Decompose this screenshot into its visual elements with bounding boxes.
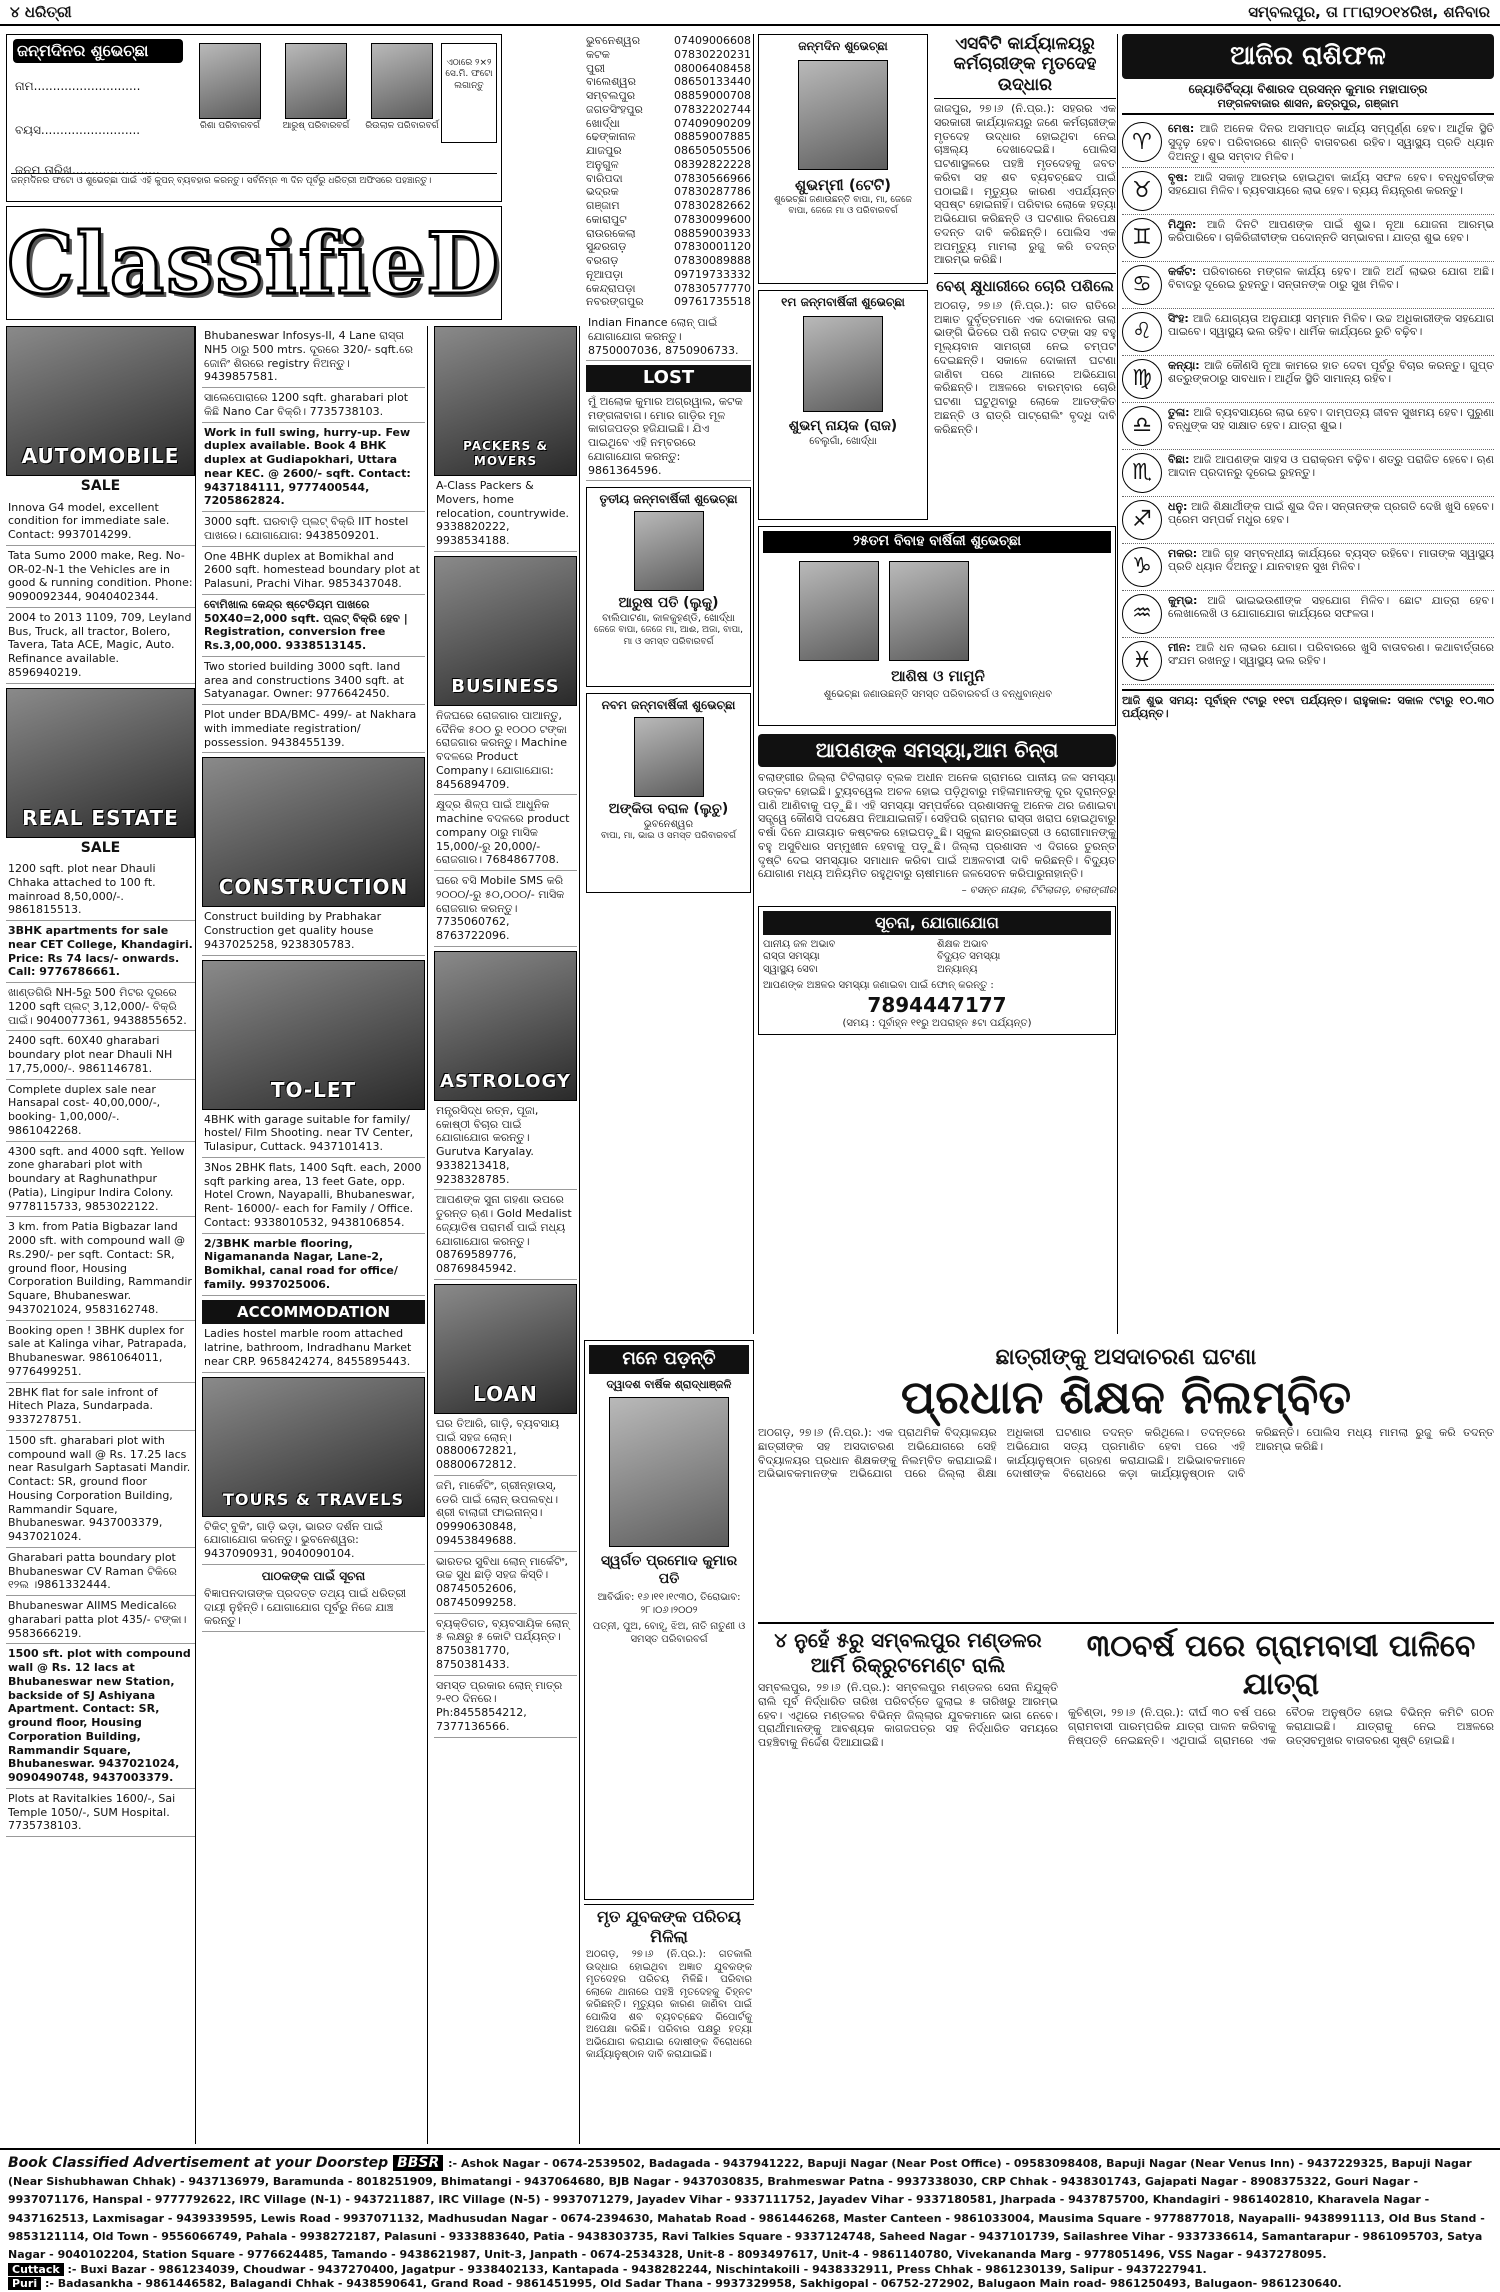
list-item: Two storied building 3000 sqft. land area and constructions 3400 sqft. at Satyanagar. Owner: 9776642450. <box>202 657 425 705</box>
news-dead-youth <box>584 1904 754 2144</box>
zodiac-text: ଆଜି ଧନ ଲାଭର ଯୋଗ। ପରିବାରରେ ଖୁସି ବାତାବରଣ। କଥାବାର୍ତ୍ତାରେ ସଂଯମ ରଖନ୍ତୁ। ସ୍ୱାସ୍ଥ୍ୟ ଭଲ ରହିବ। <box>1168 640 1494 668</box>
anniversary-wishers: ଶୁଭେଚ୍ଛା ଜଣାଉଛନ୍ତି ସମସ୍ତ ପରିବାରବର୍ଗ ଓ ବନ୍ଧୁବାନ୍ଧବ <box>823 689 1053 700</box>
portrait-photo <box>609 1397 729 1547</box>
list-item: 2BHK flat for sale infront of Hitech Plaza, Sundarpada. 9337278751. <box>6 1383 195 1431</box>
zodiac-row <box>1122 591 1494 638</box>
real-estate-banner <box>6 688 195 838</box>
horoscope-address: ମଙ୍ଗଳବାଜାର ଶାସନ, ଛତ୍ରପୁର, ଗଞ୍ଜାମ <box>1122 97 1494 116</box>
zodiac-text: ଆଜି ସକାଳୁ ଆରମ୍ଭ ହୋଇଥିବା କାର୍ଯ୍ୟ ସଫଳ ହେବ। ବନ୍ଧୁବର୍ଗଙ୍କ ସହଯୋଗ ମିଳିବ। ବ୍ୟବସାୟରେ ଲାଭ ହେବ। ବ୍ୟୟ ନିୟନ୍ତ୍ରଣ କରନ୍ତୁ। <box>1168 170 1494 198</box>
zodiac-name: କୁମ୍ଭ: <box>1168 593 1198 607</box>
news-bottom-2-body: ସମ୍ବଲପୁର, ୨୭।୬ (ନି.ପ୍ର.): ସମ୍ବଲପୁର ମଣ୍ଡଳର ସେନା ନିଯୁକ୍ତି ରାଲି ପୂର୍ବ ନିର୍ଦ୍ଧାରିତ ତାରିଖ ପରିବର୍ତ୍ତେ ଜୁଲାଇ ୫ ତାରିଖରୁ ଆରମ୍ଭ ହେବ। ଏଥିରେ ମଣ୍ଡଳର ବିଭିନ୍ନ ଜିଲ୍ଲାର ଯୁବକମାନେ ଭାଗ ନେବେ। ପ୍ରାର୍ଥୀମାନଙ୍କୁ ଆବଶ୍ୟକ କାଗଜପତ୍ର ସହ ନିର୍ଦ୍ଧାରିତ ସମୟରେ ପହଞ୍ଚିବାକୁ ନିର୍ଦ୍ଦେଶ ଦିଆଯାଇଛି। <box>758 1681 1058 1750</box>
astrology-label: ASTROLOGY <box>440 1071 571 1093</box>
list-item: 4BHK with garage suitable for family/ hostel/ Film Shooting. near TV Center, Tulasipur, Cuttack. 9437101413. <box>202 1110 425 1158</box>
phone-row: ଜଗତସିଂହପୁର 07832202744 <box>586 102 751 116</box>
list-item: Plot under BDA/BMC- 499/- at Nakhara with immediate registration/ possession. 9438455139. <box>202 705 425 753</box>
obituary-subtitle: ଦ୍ୱାଦଶ ବାର୍ଷିକ ଶ୍ରାଦ୍ଧାଞ୍ଜଳି <box>606 1377 732 1391</box>
birthday-card-1-title: ତୃତୀୟ ଜନ୍ମବାର୍ଷିକୀ ଶୁଭେଚ୍ଛା <box>599 492 738 507</box>
anniversary-card <box>758 526 1116 726</box>
list-item: ଆପଣଙ୍କ ସୁନା ଗହଣା ଉପରେ ତୁରନ୍ତ ଋଣ। Gold Medalist ଜ୍ୟୋତିଷ ପରାମର୍ଶ ପାଇଁ ମଧ୍ୟ ଯୋଗାଯୋଗ କରନ୍ତୁ। 08769589776, 08769845942. <box>434 1190 577 1280</box>
news-bottom-1-title: ପ୍ରଧାନ ଶିକ୍ଷକ ନିଲମ୍ବିତ <box>900 1369 1352 1424</box>
topic-item: ପାନୀୟ ଜଳ ଅଭାବ <box>763 938 836 950</box>
dob-field[interactable]: ଜନ୍ମ ତାରିଖ....................... <box>15 163 160 177</box>
zodiac-row <box>1122 638 1494 685</box>
reader-note: ବିଜ୍ଞାପନଦାତାଙ୍କ ପ୍ରଦତ୍ତ ତଥ୍ୟ ପାଇଁ ଧରିତ୍ରୀ ଦାୟୀ ନୁହଁନ୍ତି। ଯୋଗାଯୋଗ ପୂର୍ବରୁ ନିଜେ ଯାଞ୍ଚ କରନ୍ତୁ। <box>202 1584 425 1632</box>
phone-row: କେନ୍ଦ୍ରାପଡ଼ା 07830577770 <box>586 281 751 295</box>
zodiac-text: ଆଜି ଗୃହ ସମ୍ବନ୍ଧୀୟ କାର୍ଯ୍ୟରେ ବ୍ୟସ୍ତ ରହିବେ। ମାତାଙ୍କ ସ୍ୱାସ୍ଥ୍ୟ ପ୍ରତି ଧ୍ୟାନ ଦିଅନ୍ତୁ। ଯାନବାହନ ସୁଖ ମିଳିବ। <box>1168 546 1494 574</box>
construction-label: CONSTRUCTION <box>218 875 409 900</box>
bbsr-list: :- Ashok Nagar - 0674-2539502, Badagada - 9437941222, Bapuji Nagar (Near Post Office) - 09583098408, Bapuji Nagar (Near Venus Inn) - 9437229325, Bapuji Nagar (Near Sishubhawan Chhak) - 9437136979, Baramunda - 8018251909, Bhimatangi - 9437064680, BJB Nagar - 9437030835, Brahmeswar Patna - 9937338030, CRP Chhak - 9438301743, Gajapati Nagar - 8908375322, Gouri Nagar - 9937071176, Hanspal - 9777792622, IRC Village (N-1) - 9437211887, IRC Village (N-5) - 9937071279, Jayadev Vihar - 9337111752, Jayadev Vihar - 9337180581, Jharpada - 9437875700, Khandagiri - 9861402810, Kharavela Nagar - 9437162513, Laxmisagar - 9439339595, Lewis Road - 9937071132, Madhusudan Nagar - 0674-2394630, Mahatab Road - 9861446268, Master Canteen - 9861033004, Mausima Square - 9778877018, Nayapalli- 9438991113, Old Bus Stand - 9853121114, Old Town - 9556066749, Pahala - 9938272187, Palasuni - 9333883640, Patia - 9438303735, Ravi Talkies Square - 9337124748, Saheed Nagar - 9437101739, Sailashree Vihar - 9337336614, Samantarapur - 9861095703, Satya Nagar - 9040102204, Station Square - 9776624485, Tamando - 9438621987, Unit-3, Janpath - 0674-2534328, Unit-8 - 8093497617, Unit-4 - 9861140780, Vivekananda Marg - 9778051496, VSS Nagar - 9437278095. <box>8 2157 1485 2261</box>
list-item: 1200 sqft. plot near Dhauli Chhaka attached to 100 ft. mainroad 8,50,000/-. 9861815513. <box>6 859 195 921</box>
phone-row: ବରଗଡ଼ 07830089888 <box>586 254 751 267</box>
contact-phone: 7894447177 <box>867 992 1007 1017</box>
zodiac-name: ତୁଳା: <box>1168 405 1190 419</box>
zodiac-text: ଆଜି ବ୍ୟବସାୟରେ ଲାଭ ହେବ। ଦାମ୍ପତ୍ୟ ଜୀବନ ସୁଖମୟ ହେବ। ପୁରୁଣା ବନ୍ଧୁଙ୍କ ସହ ସାକ୍ଷାତ ହେବ। ଯାତ୍ରା ଶୁଭ। <box>1168 405 1495 433</box>
list-item: 2/3BHK marble flooring, Nigamananda Nagar, Lane-2, Bomikhal, canal road for office/ family. 9937025006. <box>202 1234 425 1296</box>
list-item: 2004 to 2013 1109, 709, Leyland Bus, Truck, all tractor, Bolero, Tavera, Tata ACE, Magic, Auto. Refinance available. 8596940219. <box>6 608 195 684</box>
child-photo <box>798 60 888 170</box>
phone-row: ପୁରୀ 08006408458 <box>586 61 751 75</box>
list-item: 3 km. from Patia Bigbazar land 2000 sft. with compound wall @ Rs.290/- per sqft. Contact: SR, ground floor, Housing Corporation Building, Rammandir Square, Bhubaneswar. 9437021024, 9583162748. <box>6 1217 195 1320</box>
greeting-b-name: ଶୁଭମ୍ ନାୟକ (ରାଜ) <box>788 418 898 434</box>
puri-tag: Puri <box>8 2277 41 2290</box>
news-dead-youth-title: ମୃତ ଯୁବକଙ୍କ ପରିଚୟ ମିଳିଲା <box>597 1907 741 1946</box>
greeting-a-name: ଶୁଭମ୍ମୀ (ଟେଟି) <box>795 176 891 194</box>
horoscope-list <box>1122 119 1494 684</box>
zodiac-name: ମୀନ: <box>1168 640 1191 654</box>
obituary-title: ମନେ ପଡ଼ନ୍ତି <box>589 1345 749 1374</box>
lost-notice: ମୁଁ ଅଲୋକ କୁମାର ଅଗ୍ରୱାଲ, କଟକ ମଙ୍ଗଳାବାଗ। ମୋର ଗାଡ଼ିର ମୂଳ କାଗଜପତ୍ର ହଜିଯାଇଛି। ଯିଏ ପାଇଥିବେ ଏହି ନମ୍ବରରେ ଯୋଗାଯୋଗ କରନ୍ତୁ: 9861364596. <box>586 392 751 482</box>
column-automobile-realestate <box>6 326 196 2144</box>
birthday-card-2-wishers: ବାପା, ମା, ଭାଇ ଓ ସମସ୍ତ ପରିବାରବର୍ଗ <box>600 831 737 842</box>
list-item: Bhubaneswar Infosys-II, 4 Lane ରାସ୍ତା NH5 ଠାରୁ 500 mtrs. ଦୂରରେ 320/- sqft.ରେ ଜୋନିଂ ଶିରରେ registry ନିଅନ୍ତୁ। 9439857581. <box>202 326 425 388</box>
news-article-1 <box>934 34 1116 520</box>
list-item: Complete duplex sale near Hansapal cost- 40,00,000/-, booking- 1,00,000/-. 9861042268. <box>6 1080 195 1142</box>
topic-item: ଅନ୍ୟାନ୍ୟ <box>937 963 978 975</box>
kid-photo-2 <box>285 43 347 119</box>
list-item: 3000 sqft. ଘରବାଡ଼ି ପ୍ଲଟ୍ ବିକ୍ରି IIT hostel ପାଖରେ। ଯୋଗାଯୋଗ: 9438509201. <box>202 512 425 547</box>
problem-section <box>758 734 1116 1294</box>
news-2-title: ବେଶ୍ କ୍ଷୁଧାରୀରେ ଚୋରି ପଶିଲେ <box>934 273 1116 296</box>
construction-banner <box>202 757 425 907</box>
column-contacts <box>584 34 754 1334</box>
zodiac-name: ବୃଷ: <box>1168 170 1189 184</box>
phone-row: ଭଦ୍ରକ 07830287786 <box>586 185 751 199</box>
birthday-card-1-wishers: ଜେଜେ ବାପା, ଜେଜେ ମା, ଆଈ, ଅଜା, ବାପା, ମା ଓ ସମସ୍ତ ପରିବାରବର୍ଗ <box>594 625 743 647</box>
horoscope-subtitle: ଜ୍ୟୋତିର୍ବିଦ୍ୟା ବିଶାରଦ ପ୍ରସନ୍ନ କୁମାର ମହାପାତ୍ର <box>1188 81 1428 96</box>
news-bottom-row <box>758 1622 1494 1750</box>
birthday-form-note: ଜନ୍ମଦିନର ଫଟୋ ଓ ଶୁଭେଚ୍ଛା ପାଇଁ ଏହି କୁପନ୍ ବ୍ୟବହାର କରନ୍ତୁ। ସର୍ବନିମ୍ନ ୩ ଦିନ ପୂର୍ବରୁ ଧରିତ୍ରୀ ଅଫିସରେ ପହଞ୍ଚାନ୍ତୁ। <box>11 173 497 187</box>
child-photo <box>634 511 704 591</box>
list-item: 2400 sqft. 60X40 gharabari boundary plot near Dhauli NH 17,75,000/-. 9861146781. <box>6 1031 195 1079</box>
phone-row: କୋରାପୁଟ 07830099600 <box>586 212 751 226</box>
list-item: ନିଜଘରେ ରୋଜଗାର ପାଆନ୍ତୁ, ଦୈନିକ ୫୦୦ ରୁ ୧୦୦୦ ଟଙ୍କା ରୋଜଗାର କରନ୍ତୁ। Machine ବଦଳରେ Product Company। ଯୋଗାଯୋଗ: 8456894709. <box>434 706 577 796</box>
business-label: BUSINESS <box>451 676 560 698</box>
business-banner <box>434 556 577 706</box>
list-item: ଟିକିଟ୍ ବୁକିଂ, ଗାଡ଼ି ଭଡ଼ା, ଭାରତ ଦର୍ଶନ ପାଇଁ ଯୋଗାଯୋଗ କରନ୍ତୁ। ଭୁବନେଶ୍ୱର: 9437090931, 9040090104. <box>202 1517 425 1565</box>
phone-row: ନବରଙ୍ଗପୁର 09761735518 <box>586 295 751 309</box>
list-item: 3BHK apartments for sale near CET College, Khandagiri. Price: Rs 74 lacs/- onwards. Call: 9776786661. <box>6 921 195 983</box>
name-field[interactable]: ନାମ............................ <box>15 79 141 93</box>
phone-row: ଭୁବନେଶ୍ୱର 07409006608 <box>586 34 751 47</box>
phone-row: ନୂଆପଡ଼ା 09719733332 <box>586 267 751 281</box>
date-line: ସମ୍ବଲପୁର, ତା ୮୮ାରା୨୦୧୪ରିଖ, ଶନିବାର <box>1248 2 1490 21</box>
tours-label: TOURS & TRAVELS <box>222 1489 404 1509</box>
phone-list <box>586 34 751 309</box>
list-item: Tata Sumo 2000 make, Reg. No- OR-02-N-1 the Vehicles are in good & running condition. Phone: 9090092344, 9040402344. <box>6 546 195 608</box>
puri-list: :- Badasankha - 9861446582, Balagandi Chhak - 9438590641, Grand Road - 9861451995, Old Sadar Thana - 9937329958, Sakhigopal - 06752-272902, Balugaon Main road- 9861250493, Balugaon- 9861230640. <box>44 2277 1342 2291</box>
libra-icon: ♎ <box>1122 406 1162 446</box>
real-estate-sale-heading: SALE <box>80 839 121 856</box>
list-item: ବୋମିଖାଲ କେନ୍ଦ୍ର ଷ୍ଟେଡିୟମ ପାଖରେ 50X40=2,000 sqft. ପ୍ଲଟ୍ ବିକ୍ରି ହେବ | Registration, conversion free Rs.3,00,000. 9338513145. <box>202 595 425 657</box>
zodiac-name: ମିଥୁନ: <box>1168 217 1197 231</box>
phone-row: ଯାଜପୁର 08650505506 <box>586 144 751 157</box>
zodiac-name: କନ୍ୟା: <box>1168 358 1200 372</box>
phone-row: ସୁନ୍ଦରଗଡ଼ 07830001120 <box>586 240 751 254</box>
kid-caption-2: ଆରୁଷ୍ ପରିବାରବର୍ଗ <box>282 121 350 131</box>
pisces-icon: ♓ <box>1122 641 1162 681</box>
list-item: Gharabari patta boundary plot Bhubaneswar CV Raman ଟିକିରେ ୧୨ଲ ।9861332444. <box>6 1548 195 1596</box>
zodiac-row <box>1122 309 1494 356</box>
column-horoscope <box>1122 34 1494 1434</box>
automobile-label: AUTOMOBILE <box>21 444 180 468</box>
photo-placeholder: ଏଠାରେ ୨×୨ ସେ.ମି. ଫଟୋ ଲଗାନ୍ତୁ <box>441 43 497 143</box>
child-photo <box>634 717 704 797</box>
birthday-card-1 <box>586 487 751 687</box>
greeting-card-b <box>758 290 928 520</box>
anniversary-names: ଆଶିଷ ଓ ମାମୁନି <box>891 667 985 685</box>
indian-finance-ad: Indian Finance ଲୋନ୍ ପାଇଁ ଯୋଗାଯୋଗ କରନ୍ତୁ। 8750007036, 8750906733. <box>586 313 751 361</box>
zodiac-text: ଆଜି ଦିନଟି ଆପଣଙ୍କ ପାଇଁ ଶୁଭ। ନୂଆ ଯୋଜନା ଆରମ୍ଭ କରିପାରିବେ। ଚାକିରିଜୀବୀଙ୍କ ପଦୋନ୍ନତି ସମ୍ଭାବନା। ଯାତ୍ରା ଶୁଭ ହେବ। <box>1168 217 1494 245</box>
list-item: Booking open ! 3BHK duplex for sale at Kalinga vihar, Patrapada, Bhubaneswar. 9861064011, 9776499251. <box>6 1321 195 1383</box>
contact-box <box>758 906 1116 1036</box>
zodiac-row <box>1122 215 1494 262</box>
tolet-banner <box>202 960 425 1110</box>
loan-banner <box>434 1284 577 1414</box>
zodiac-text: ଆଜି ଯୋଗ୍ୟତା ଅନୁଯାୟୀ ସମ୍ମାନ ମିଳିବ। ଉଚ୍ଚ ଅଧିକାରୀଙ୍କ ସହଯୋଗ ପାଇବେ। ସ୍ୱାସ୍ଥ୍ୟ ଭଲ ରହିବ। ଧାର୍ମିକ କାର୍ଯ୍ୟରେ ରୁଚି ବଢ଼ିବ। <box>1168 311 1494 339</box>
aries-icon: ♈ <box>1122 122 1162 162</box>
zodiac-text: ଆଜି ଶିକ୍ଷାର୍ଥୀଙ୍କ ପାଇଁ ଶୁଭ ଦିନ। ସନ୍ତାନଙ୍କ ପ୍ରଗତି ଦେଖି ଖୁସି ହେବେ। ପ୍ରେମ ସମ୍ପର୍କ ମଧୁର ହେବ। <box>1168 499 1495 527</box>
contact-topics <box>763 939 1111 977</box>
birthday-form-title: ଜନ୍ମଦିନର ଶୁଭେଚ୍ଛା <box>13 39 183 63</box>
list-item: ଘର ତିଆରି, ଗାଡ଼ି, ବ୍ୟବସାୟ ପାଇଁ ସହଜ ଲୋନ୍। 08800672821, 08800672812. <box>434 1414 577 1476</box>
news-bottom-3 <box>1068 1628 1494 1750</box>
contact-time: (ସମୟ : ପୂର୍ବାହ୍ନ ୧୧ରୁ ଅପରାହ୍ନ ୫ଟା ପର୍ଯ୍ୟନ୍ତ) <box>842 1017 1032 1029</box>
zodiac-row <box>1122 119 1494 167</box>
topic-item: ସ୍ୱାସ୍ଥ୍ୟ ସେବା <box>763 963 818 975</box>
phone-row: ବାଲେଶ୍ୱର 08650133440 <box>586 75 751 89</box>
obituary-family: ପତ୍ନୀ, ପୁଅ, ବୋହୂ, ଝିଅ, ନାତି ନାତୁଣୀ ଓ ସମସ୍ତ ପରିବାରବର୍ଗ <box>592 1621 746 1645</box>
zodiac-name: ବିଛା: <box>1168 452 1190 466</box>
birthday-card-2-place: ଭୁବନେଶ୍ୱର <box>643 818 694 830</box>
birthday-card-1-place: ବାଲିପାଟଣା, କାଳକୁହଣ୍ଡି, ଖୋର୍ଦ୍ଧା <box>602 612 735 624</box>
news-2-body: ଅଠଗଡ଼, ୨୭।୬ (ନି.ପ୍ର.): ଗତ ରାତିରେ ଅଜ୍ଞାତ ଦୁର୍ବୃତ୍ତମାନେ ଏକ ଦୋକାନର ତାଲା ଭାଙ୍ଗି ଭିତରେ ପଶି ନଗଦ ଟଙ୍କା ସହ ବହୁ ମୂଲ୍ୟବାନ ସାମଗ୍ରୀ ନେଇ ଚମ୍ପଟ ଦେଇଛନ୍ତି। ସକାଳେ ଦୋକାନୀ ଘଟଣା ଜାଣିବା ପରେ ଥାନାରେ ଅଭିଯୋଗ କରିଛନ୍ତି। ଅଞ୍ଚଳରେ ବାରମ୍ବାର ଚୋରି ଘଟଣା ଘଟୁଥିବାରୁ ଲୋକେ ଆତଙ୍କିତ ଅଛନ୍ତି ଓ ରାତ୍ରି ପାଟ୍ରୋଲିଂ ବୃଦ୍ଧି ଦାବି କରିଛନ୍ତି। <box>934 298 1116 436</box>
birthday-form <box>6 34 502 202</box>
aquarius-icon: ♒ <box>1122 594 1162 634</box>
list-item: Work in full swing, hurry-up. Few duplex available. Book 4 BHK duplex at Gudiapokhari, Uttara near KEC. @ 2600/- sqft. Contact: 9437184111, 9777400544, 7205862824. <box>202 423 425 513</box>
topic-item: ରାସ୍ତା ସମସ୍ୟା <box>763 951 820 962</box>
phone-row: ରାଉରକେଲା 08859003933 <box>586 226 751 240</box>
zodiac-row <box>1122 356 1494 403</box>
news-bottom-block <box>758 1340 1494 2146</box>
news-bottom-3-body: କୁଚିଣ୍ଡା, ୨୭।୬ (ନି.ପ୍ର.): ଦୀର୍ଘ ୩୦ ବର୍ଷ ପରେ ଗ୍ରାମବାସୀ ପାରମ୍ପରିକ ଯାତ୍ରା ପାଳନ କରିବାକୁ ନିଷ୍ପତ୍ତି ନେଇଛନ୍ତି। ଏଥିପାଇଁ ଗ୍ରାମରେ ଏକ ବୈଠକ ଅନୁଷ୍ଠିତ ହୋଇ ବିଭିନ୍ନ କମିଟି ଗଠନ କରାଯାଇଛି। ଯାତ୍ରାକୁ ନେଇ ଅଞ୍ଚଳରେ ଉତ୍ସବମୁଖର ବାତାବରଣ ସୃଷ୍ଟି ହୋଇଛି। <box>1068 1706 1494 1747</box>
birthday-card-2-name: ଅଙ୍କିତା ବରାଳ (ଲୁଚୁ) <box>608 801 729 818</box>
kid-photo-3 <box>371 43 433 119</box>
footer-puri <box>8 2277 1492 2291</box>
packers-label: PACKERS & MOVERS <box>463 439 548 468</box>
contact-call-text: ଆପଣଙ୍କ ଅଞ୍ଚଳର ସମସ୍ୟା ଜଣାଇବା ପାଇଁ ଫୋନ୍ କରନ୍ତୁ : <box>763 980 994 991</box>
zodiac-row <box>1122 544 1494 591</box>
sagittarius-icon: ♐ <box>1122 500 1162 540</box>
zodiac-text: ଆଜି ଅନେକ ଦିନର ଅସମାପ୍ତ କାର୍ଯ୍ୟ ସମ୍ପୂର୍ଣ୍ଣ ହେବ। ଆର୍ଥିକ ସ୍ଥିତି ସୁଦୃଢ଼ ହେବ। ପରିବାରରେ ଶାନ୍ତି ବାତାବରଣ ରହିବ। ସ୍ୱାସ୍ଥ୍ୟ ପ୍ରତି ଧ୍ୟାନ ଦିଅନ୍ତୁ। ଶୁଭ ସମ୍ବାଦ ମିଳିବ। <box>1168 122 1495 163</box>
zodiac-row <box>1122 450 1494 497</box>
zodiac-name: ମେଷ: <box>1168 122 1195 136</box>
real-estate-label: REAL ESTATE <box>22 805 179 830</box>
automobile-sale-heading: SALE <box>80 478 121 494</box>
list-item: Plots at Ravitalkies 1600/-, Sai Temple 1050/-, SUM Hospital. 7735738103. <box>6 1789 195 1837</box>
cancer-icon: ♋ <box>1122 265 1162 305</box>
zodiac-name: ସିଂହ: <box>1168 311 1189 325</box>
column-property-tolet <box>200 326 428 2144</box>
kid-caption-1: ରିଶା ପରିବାରବର୍ଗ <box>199 121 261 131</box>
news-1-title: ଏସବିଟି କାର୍ଯ୍ୟାଳୟରୁ କର୍ମଚାରୀଙ୍କ ମୃତଦେହ ଉଦ୍ଧାର <box>934 34 1116 99</box>
anniversary-title: ୨୫ତମ ବିବାହ ବାର୍ଷିକୀ ଶୁଭେଚ୍ଛା <box>763 531 1111 553</box>
list-item: କ୍ଷୁଦ୍ର ଶିଳ୍ପ ପାଇଁ ଆଧୁନିକ machine ବଦଳରେ product company ଠାରୁ ମାସିକ 15,000/-ରୁ 20,000/- ରୋଜଗାର। 7684867708. <box>434 795 577 871</box>
list-item: ବ୍ୟକ୍ତିଗତ, ବ୍ୟବସାୟିକ ଲୋନ୍ ୫ ଲକ୍ଷରୁ ୫ କୋଟି ପର୍ଯ୍ୟନ୍ତ। 8750381770, 8750381433. <box>434 1614 577 1676</box>
footer-heading: Book Classified Advertisement at your Doorstep BBSR :- Ashok Nagar - 0674-2539502, Badagada - 9437941222, Bapuji Nagar (Near Post Office) - 09583098408, Bapuji Nagar (Near Venus Inn) - 9437229325, Bapuji Nagar (Near Sishubhawan Chhak) - 9437136979, Baramunda - 8018251909, Bhimatangi - 9437064680, BJB Nagar - 9437030835, Brahmeswar Patna - 9937338030, CRP Chhak - 9438301743, Gajapati Nagar - 8908375322, Gouri Nagar - 9937071176, Hanspal - 9777792622, IRC Village (N-1) - 9437211887, IRC Village (N-5) - 9937071279, Jayadev Vihar - 9337111752, Jayadev Vihar - 9337180581, Jharpada - 9437875700, Khandagiri - 9861402810, Kharavela Nagar - 9437162513, Laxmisagar - 9439339595, Lewis Road - 9937071132, Madhusudan Nagar - 0674-2394630, Mahatab Road - 9861446268, Master Canteen - 9861033004, Mausima Square - 9778877018, Nayapalli- 9438991113, Old Bus Stand - 9853121114, Old Town - 9556066749, Pahala - 9938272187, Palasuni - 9333883640, Patia - 9438303735, Ravi Talkies Square - 9337124748, Saheed Nagar - 9437101739, Sailashree Vihar - 9337336614, Samantarapur - 9861095703, Satya Nagar - 9040102204, Station Square - 9776624485, Tamando - 9438621987, Unit-3, Janpath - 0674-2534328, Unit-8 - 8093497617, Unit-4 - 9861140780, Vivekananda Marg - 9778051496, VSS Nagar - 9437278095. <box>8 2155 1485 2261</box>
page-header <box>0 0 1500 26</box>
problem-signature: – ବସନ୍ତ ନାୟକ, ଟିଟିଲାଗଡ଼, ବଲାଙ୍ଗୀର <box>961 885 1116 896</box>
list-item: ଭାରତର ସୁବିଧା ଲୋନ୍ ମାର୍କେଟିଂ, ଉଚ୍ଚ ସୁଧ ଛାଡ଼ି ସହଜ କିସ୍ତି। 08745052606, 08745099258. <box>434 1552 577 1614</box>
horoscope-footnote: ଆଜି ଶୁଭ ସମୟ: ପୂର୍ବାହ୍ନ ୯ଟାରୁ ୧୧ଟା ପର୍ଯ୍ୟନ୍ତ। ରାହୁକାଳ: ସକାଳ ୯ଟାରୁ ୧୦.୩୦ ପର୍ଯ୍ୟନ୍ତ। <box>1122 689 1494 722</box>
child-photo <box>803 316 883 412</box>
list-item: Bhubaneswar AIIMS Medicalରେ gharabari patta plot 435/- ଟଙ୍କା। 9583666219. <box>6 1596 195 1644</box>
list-item: 3Nos 2BHK flats, 1400 Sqft. each, 2000 sqft parking area, 13 feet Gate, opp. Hotel Crown, Nayapalli, Bhubaneswar, Rent- 16000/- each for Family / Office. Contact: 9338010532, 9438106854. <box>202 1158 425 1234</box>
zodiac-name: ମକର: <box>1168 546 1198 560</box>
list-item: 4300 sqft. and 4000 sqft. Yellow zone gharabari plot with boundary at Raghunathpur (Patia), Lingipur Indira Colony. 9778115733, 9853022122. <box>6 1142 195 1218</box>
list-item: ଖାଣ୍ଡଗିରି NH-5ରୁ 500 ମିଟର ଦୂରରେ 1200 sqft ପ୍ଲଟ୍ 3,12,000/- ବିକ୍ରି ପାଇଁ। 9040077361, 9438855652. <box>6 983 195 1031</box>
page-number: ୪ ଧରିତ୍ରୀ <box>10 2 72 21</box>
zodiac-row <box>1122 497 1494 544</box>
list-item: A-Class Packers & Movers, home relocation, countrywide. 9338820222, 9938534188. <box>434 476 577 552</box>
list-item: One 4BHK duplex at Bomikhal and 2600 sqft. homestead boundary plot at Palasuni, Prachi Vihar. 9853437048. <box>202 547 425 595</box>
zodiac-row <box>1122 403 1494 450</box>
list-item: 1500 sft. gharabari plot with compound wall @ Rs. 17.25 lacs near Rasulgarh Saptasati Mandir. Contact: SR, ground floor Housing Corporation Building, Rammandir Square, Bhubaneswar. 9437003379, 9437021024. <box>6 1431 195 1548</box>
cuttack-list: :- Buxi Bazar - 9861234039, Choudwar - 9437270400, Jagatpur - 9338402133, Kantapada - 9438282244, Nischintakoili - 9438332911, Press Chhak - 9861230139, Salipur - 9437227941. <box>67 2263 1207 2277</box>
list-item: 1500 sft. plot with compound wall @ Rs. 12 lacs at Bhubaneswar new Station, backside of SJ Ashiyana Apartment. Contact: SR, ground floor, Housing Corporation Building, Rammandir Square, Bhubaneswar. 9437021024, 9090490748, 9437003379. <box>6 1644 195 1789</box>
tolet-label: TO-LET <box>270 1077 357 1102</box>
horoscope-title: ଆଜିର ରାଶିଫଳ <box>1122 34 1494 79</box>
phone-row: ଢେଙ୍କାନାଳ 08859007885 <box>586 130 751 144</box>
greeting-b-place: ବେଲୁଗାଁ, ଖୋର୍ଦ୍ଧା <box>809 435 877 447</box>
column-business-loan <box>432 326 580 2144</box>
couple-photo-wife <box>889 561 969 661</box>
lost-title: LOST <box>586 365 751 392</box>
phone-row: ସମ୍ବଲପୁର 08859000708 <box>586 89 751 102</box>
column-greetings-news <box>758 34 1118 1334</box>
zodiac-text: ଆଜି କୌଣସି ନୂଆ କାମରେ ହାତ ଦେବା ପୂର୍ବରୁ ବିଚାର କରନ୍ତୁ। ଗୁପ୍ତ ଶତ୍ରୁଙ୍କଠାରୁ ସାବଧାନ। ଆର୍ଥିକ ସ୍ଥିତି ସାମାନ୍ୟ ରହିବ। <box>1168 358 1494 386</box>
phone-row: କଟକ 07830220231 <box>586 47 751 61</box>
birthday-card-2 <box>586 693 751 893</box>
obituary-box <box>584 1340 754 1900</box>
capricorn-icon: ♑ <box>1122 547 1162 587</box>
birthday-card-1-name: ଆରୁଷ ପତି (ଲୁକୁ) <box>618 595 719 612</box>
zodiac-row <box>1122 168 1494 215</box>
list-item: Innova G4 model, excellent condition for immediate sale. Contact: 9937014299. <box>6 498 195 546</box>
reader-note-title: ପାଠକଙ୍କ ପାଇଁ ସୂଚନା <box>261 1568 366 1583</box>
phone-row: ଅନୁଗୁଳ 08392822228 <box>586 157 751 171</box>
zodiac-text: ଆଜି ଆପଣଙ୍କ ସାହସ ଓ ପରାକ୍ରମ ବଢ଼ିବ। ଶତ୍ରୁ ପରାଜିତ ହେବେ। ଋଣ ଆଦାନ ପ୍ରଦାନରୁ ଦୂରେଇ ରୁହନ୍ତୁ। <box>1168 452 1495 480</box>
tours-banner <box>202 1377 425 1517</box>
news-bottom-3-title: ୩୦ବର୍ଷ ପରେ ଗ୍ରାମବାସୀ ପାଳିବେ ଯାତ୍ରା <box>1086 1629 1476 1702</box>
taurus-icon: ♉ <box>1122 171 1162 211</box>
list-item: ଘରେ ବସି Mobile SMS କରି ୨୦୦୦/-ରୁ ୫୦,୦୦୦/- ମାସିକ ରୋଜଗାର କରନ୍ତୁ। 7735060762, 8763722096. <box>434 871 577 947</box>
scorpio-icon: ♏ <box>1122 453 1162 493</box>
loan-label: LOAN <box>473 1381 538 1406</box>
footer-cuttack <box>8 2263 1492 2277</box>
zodiac-name: ଧନୁ: <box>1168 499 1188 513</box>
zodiac-row <box>1122 262 1494 309</box>
cuttack-tag: Cuttack <box>8 2263 64 2276</box>
list-item: ସମସ୍ତ ପ୍ରକାର ଲୋନ୍ ମାତ୍ର ୨-୧୦ ଦିନରେ। Ph:8455854212, 7377136566. <box>434 1676 577 1738</box>
contact-box-title: ସୂଚନା, ଯୋଗାଯୋଗ <box>763 911 1111 935</box>
phone-row: ଗଞ୍ଜାମ 07830282662 <box>586 199 751 212</box>
news-1-body: ଜାଜପୁର, ୨୭।୬ (ନି.ପ୍ର.): ସହରର ଏକ ସରକାରୀ କାର୍ଯ୍ୟାଳୟରୁ ଜଣେ କର୍ମଚାରୀଙ୍କ ମୃତଦେହ ଉଦ୍ଧାର ହୋଇଥିବା ନେଇ ଚାଞ୍ଚଲ୍ୟ ଦେଖାଦେଇଛି। ପୋଲିସ ଘଟଣାସ୍ଥଳରେ ପହଞ୍ଚି ମୃତଦେହକୁ ଜବତ କରିବା ସହ ଶବ ବ୍ୟବଚ୍ଛେଦ ପାଇଁ ପଠାଇଛି। ମୃତ୍ୟୁର କାରଣ ଏପର୍ଯ୍ୟନ୍ତ ସ୍ପଷ୍ଟ ହୋଇନାହିଁ। ପରିବାର ଲୋକେ ହତ୍ୟା ଅଭିଯୋଗ କରିଛନ୍ତି ଓ ଘଟଣାର ନିରପେକ୍ଷ ତଦନ୍ତ ଦାବି କରିଛନ୍ତି। ପୋଲିସ ଏକ ଅପମୃତ୍ୟୁ ମାମଲା ରୁଜୁ କରି ତଦନ୍ତ ଆରମ୍ଭ କରିଛି। <box>934 102 1116 267</box>
bbsr-tag: BBSR <box>393 2155 443 2171</box>
greeting-a-title: ଜନ୍ମଦିନ ଶୁଭେଚ୍ଛା <box>798 39 888 53</box>
obituary-name: ସ୍ୱର୍ଗତ ପ୍ରମୋଦ କୁମାର ପତି <box>600 1553 738 1587</box>
virgo-icon: ♍ <box>1122 359 1162 399</box>
list-item: Construct building by Prabhakar Construction get quality house 9437025258, 9238305783. <box>202 907 425 955</box>
list-item: ସାଲେପୋରାରେ 1200 sqft. gharabari plot କିଛି Nano Car ବିକ୍ରି। 7735738103. <box>202 388 425 423</box>
list-item: Ladies hostel marble room attached latrine, bathroom, Indradhanu Market near CRP. 9658424274, 8455895443. <box>202 1324 425 1372</box>
leo-icon: ♌ <box>1122 312 1162 352</box>
astrology-banner <box>434 951 577 1101</box>
zodiac-text: ପରିବାରରେ ମଙ୍ଗଳ କାର୍ଯ୍ୟ ହେବ। ଆଜି ଅର୍ଥ ଲାଭର ଯୋଗ ଅଛି। ବିବାଦରୁ ଦୂରେଇ ରୁହନ୍ତୁ। ସନ୍ତାନଙ୍କ ଠାରୁ ସୁଖ ମିଳିବ। <box>1168 264 1494 292</box>
kid-caption-3: ରିଉଲାଳ ପରିବାରବର୍ଗ <box>365 121 439 131</box>
classified-banner <box>6 206 502 320</box>
news-bottom-2-title: ୪ ନୁହେଁ ୫ରୁ ସମ୍ବଲପୁର ମଣ୍ଡଳର ଆର୍ମି ରିକ୍ରୁଟମେଣ୍ଟ ରାଲି <box>774 1628 1042 1678</box>
greeting-b-title: ୧ମ ଜନ୍ମବାର୍ଷିକୀ ଶୁଭେଚ୍ଛା <box>781 295 905 309</box>
age-field[interactable]: ବୟସ.......................... <box>15 123 141 137</box>
classified-title: ClassifieD <box>6 213 502 313</box>
accommodation-label: ACCOMMODATION <box>202 1300 425 1325</box>
gemini-icon: ♊ <box>1122 218 1162 258</box>
problem-title: ଆପଣଙ୍କ ସମସ୍ୟା,ଆମ ଚିନ୍ତା <box>758 734 1116 767</box>
kid-photo-1 <box>199 43 261 119</box>
greeting-card-a <box>758 34 928 284</box>
news-bottom-1-kicker: ଛାତ୍ରୀଙ୍କୁ ଅସଦାଚରଣ ଘଟଣା <box>995 1345 1257 1370</box>
phone-row: ବାରିପଦା 07830566966 <box>586 171 751 185</box>
news-bottom-1-body: ଅଠଗଡ଼, ୨୭।୬ (ନି.ପ୍ର.): ଏକ ପ୍ରାଥମିକ ବିଦ୍ୟାଳୟର ଛାତ୍ରୀଙ୍କ ସହ ଅସଦାଚରଣ ଅଭିଯୋଗରେ ସେହି ବିଦ୍ୟାଳୟର ପ୍ରଧାନ ଶିକ୍ଷକଙ୍କୁ ନିଲମ୍ବିତ କରାଯାଇଛି। ଅଭିଭାବକମାନଙ୍କ ଅଭିଯୋଗ ପରେ ଜିଲ୍ଲା ଶିକ୍ଷା ଅଧିକାରୀ ଘଟଣାର ତଦନ୍ତ କରିଥିଲେ। ତଦନ୍ତରେ ଅଭିଯୋଗ ସତ୍ୟ ପ୍ରମାଣିତ ହେବା ପରେ ଏହି କାର୍ଯ୍ୟାନୁଷ୍ଠାନ ଗ୍ରହଣ କରାଯାଇଛି। ଅଭିଭାବକମାନେ ଦୋଷୀଙ୍କ ବିରୋଧରେ କଡ଼ା କାର୍ଯ୍ୟାନୁଷ୍ଠାନ ଦାବି କରିଛନ୍ତି। ପୋଲିସ ମଧ୍ୟ ମାମଲା ରୁଜୁ କରି ତଦନ୍ତ ଆରମ୍ଭ କରିଛି। <box>758 1426 1494 1481</box>
phone-row: ଖୋର୍ଦ୍ଧା 07409090209 <box>586 116 751 130</box>
obituary-dates: ଆବିର୍ଭାବ: ୧୬।୧୧।୧୯୩୦, ତିରୋଭାବ: ୨୮।୦୬।୨୦୦୨ <box>597 1592 741 1616</box>
birthday-card-2-title: ନବମ ଜନ୍ମବାର୍ଷିକୀ ଶୁଭେଚ୍ଛା <box>601 698 736 713</box>
topic-item: ଶିକ୍ଷକ ଅଭାବ <box>937 938 988 950</box>
news-bottom-2 <box>758 1628 1058 1750</box>
list-item: ମନ୍ତ୍ରସିଦ୍ଧ ରତ୍ନ, ପୂଜା, କୋଷ୍ଠୀ ବିଚାର ପାଇଁ ଯୋଗାଯୋଗ କରନ୍ତୁ। Gurutva Karyalay. 9338213418, 9238328785. <box>434 1101 577 1191</box>
topic-item: ବିଦ୍ୟୁତ ସମସ୍ୟା <box>937 951 1001 962</box>
greeting-a-wishers: ଶୁଭେଚ୍ଛା ଜଣାଉଛନ୍ତି ବାପା, ମା, ଜେଜେ ବାପା, ଜେଜେ ମା ଓ ପରିବାରବର୍ଗ <box>774 194 912 216</box>
couple-photo-husband <box>799 561 879 661</box>
problem-body: ବଲାଙ୍ଗୀର ଜିଲ୍ଲା ଟିଟିଲାଗଡ଼ ବ୍ଲକ ଅଧୀନ ଅନେକ ଗ୍ରାମରେ ପାନୀୟ ଜଳ ସମସ୍ୟା ଉତ୍କଟ ହୋଇଛି। ଟ୍ୟୁବୱେଲ ଅଚଳ ହୋଇ ପଡ଼ିଥିବାରୁ ମହିଳାମାନଙ୍କୁ ଦୂର ଦୂରାନ୍ତରୁ ପାଣି ଆଣିବାକୁ ପଡ଼ୁଛି। ଏହି ସମସ୍ୟା ସମ୍ପର୍କରେ ପ୍ରଶାସନକୁ ଅନେକ ଥର ଜଣାଇବା ସତ୍ତ୍ୱେ କୌଣସି ପଦକ୍ଷେପ ନିଆଯାଇନାହିଁ। ସେହିପରି ଗ୍ରାମର ରାସ୍ତା ଖରାପ ହୋଇଥିବାରୁ ବର୍ଷା ଦିନେ ଯାତାୟାତ କଷ୍ଟକର ହୋଇପଡ଼ୁଛି। ସ୍କୁଲ ଛାତ୍ରଛାତ୍ରୀ ଓ ରୋଗୀମାନଙ୍କୁ ବହୁ ଅସୁବିଧାର ସମ୍ମୁଖୀନ ହେବାକୁ ପଡ଼ୁଛି। ଜିଲ୍ଲା ପ୍ରଶାସନ ଏ ଦିଗରେ ତୁରନ୍ତ ଦୃଷ୍ଟି ଦେଇ ସମସ୍ୟାର ସମାଧାନ କରିବା ପାଇଁ ଅଞ୍ଚଳବାସୀ ଦାବି କରିଛନ୍ତି। ବିଦ୍ୟୁତ ଯୋଗାଣ ମଧ୍ୟ ଅନିୟମିତ ରହୁଥିବାରୁ ଚାଷୀମାନେ ଜଳସେଚନ କରିପାରୁନାହାନ୍ତି। <box>758 771 1116 881</box>
zodiac-name: କର୍କଟ: <box>1168 264 1197 278</box>
packers-banner <box>434 326 577 476</box>
news-dead-youth-body: ଅଠଗଡ଼, ୨୭।୬ (ନି.ପ୍ର.): ଗତକାଲି ଉଦ୍ଧାର ହୋଇଥିବା ଅଜ୍ଞାତ ଯୁବକଙ୍କ ମୃତଦେହର ପରିଚୟ ମିଳିଛି। ପରିବାର ଲୋକେ ଥାନାରେ ପହଞ୍ଚି ମୃତଦେହକୁ ଚିହ୍ନଟ କରିଛନ୍ତି। ମୃତ୍ୟୁର କାରଣ ଜାଣିବା ପାଇଁ ପୋଲିସ ଶବ ବ୍ୟବଚ୍ଛେଦ ରିପୋର୍ଟକୁ ଅପେକ୍ଷା କରିଛି। ପରିବାର ପକ୍ଷରୁ ହତ୍ୟା ଅଭିଯୋଗ କରାଯାଇ ଦୋଷୀଙ୍କ ବିରୋଧରେ କାର୍ଯ୍ୟାନୁଷ୍ଠାନ ଦାବି କରାଯାଇଛି। <box>586 1949 752 2060</box>
list-item: ଜମି, ମାର୍କେଟିଂ, ଗ୍ରୀନ୍ହାଉସ୍, ଡେରି ପାଇଁ ଲୋନ୍ ଉପଲବ୍ଧ। ଶ୍ରୀ ବାଲାଜୀ ଫାଇନାନ୍ସ। 09990630848, 09453849688. <box>434 1476 577 1552</box>
automobile-banner <box>6 326 195 476</box>
footer-booking-centres <box>0 2148 1500 2291</box>
zodiac-text: ଆଜି ଭାଇଭଉଣୀଙ୍କ ସହଯୋଗ ମିଳିବ। ଛୋଟ ଯାତ୍ରା ହେବ। ଲେଖାଲେଖି ଓ ଯୋଗାଯୋଗ କାର୍ଯ୍ୟରେ ସଫଳତା। <box>1168 593 1495 621</box>
